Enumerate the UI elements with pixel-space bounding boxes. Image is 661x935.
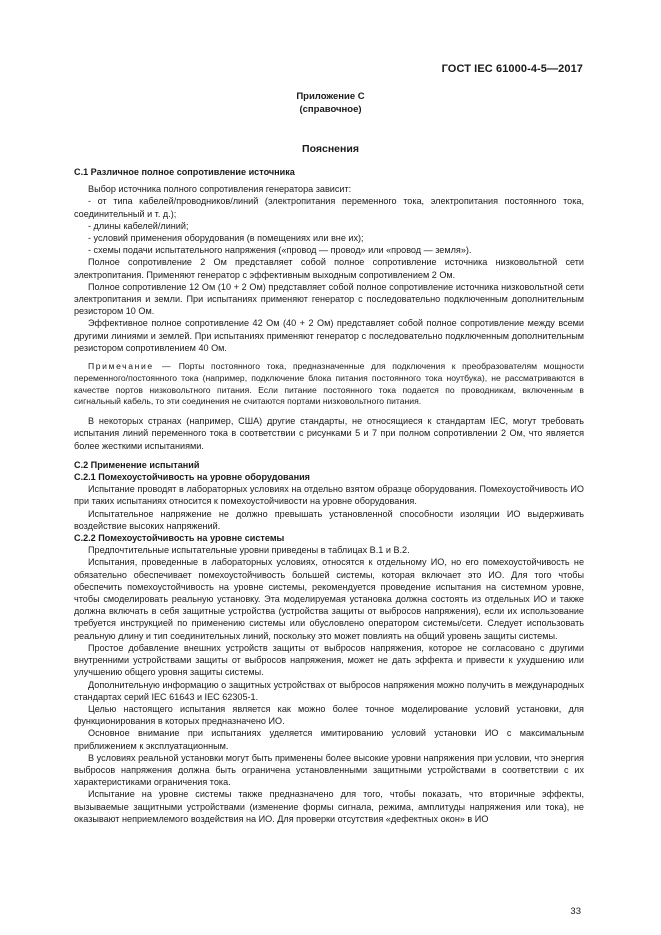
list-item: - схемы подачи испытательного напряжения («провод — провод» или «провод — земля»). [88, 245, 472, 256]
paragraph: Целью настоящего испытания является как можно более точное моделирование условий установки, для функционирования в которых предназначено ИО. [74, 703, 584, 727]
paragraph: Эффективное полное сопротивление 42 Ом (40 + 2 Ом) представляет собой полное сопротивление между всеми другими линиями и землей. При испытаниях применяют генератор с последовательно подключенным дополнительным резистором сопротивлением 40 Ом. [74, 318, 584, 353]
heading-c2: С.2 Применение испытаний [74, 459, 200, 470]
note-label: Примечание — [88, 361, 173, 372]
paragraph: Испытания, проведенные в лабораторных условиях, относятся к отдельному ИО, но его помехоустойчивость не обязательно обеспечивает помехоустойчивость большей системы, которая включает это ИО. Для того чтобы обеспечить помехоустойчивость на уровне системы, рекомендуется проведение испытания на системном уровне, чтобы смоделировать реальную установку. Эта моделируемая установка должна состоять из отдельных ИО и также должна включать в себя защитные устройства (устройства защиты от выбросов напряжения), если их использование требуется инструкцией по применению системы или обусловлено оператором системы/сети. Следует использовать реальную длину и тип соединительных линий, поскольку это может повлиять на общий уровень защиты системы. [74, 557, 584, 641]
heading-c1: С.1 Различное полное сопротивление источника [74, 167, 295, 177]
paragraph: Полное сопротивление 2 Ом представляет собой полное сопротивление источника низковольтной сети электропитания. Применяют генератор с эффективным выходным сопротивлением 2 Ом. [74, 257, 584, 280]
paragraph: Основное внимание при испытаниях уделяется имитированию условий установки ИО с максимальным приближением к эксплуатационным. [74, 728, 584, 751]
paragraph: Полное сопротивление 12 Ом (10 + 2 Ом) представляет собой полное сопротивление источника низковольтной сети электропитания и земли. При испытаниях применяют генератор с последовательно подключенным дополнительным резистором 10 Ом. [74, 281, 584, 317]
note [74, 361, 584, 408]
list-item: - длины кабелей/линий; [88, 220, 189, 231]
section-title: Пояснения [302, 143, 359, 155]
paragraph: Испытательное напряжение не должно превышать установленной способности изоляции ИО выдерживать воздействие высоких напряжений. [74, 508, 584, 531]
appendix-title: Приложение С [296, 91, 365, 102]
list-item: - условий применения оборудования (в помещениях или вне их); [88, 233, 364, 244]
heading-c2-1: С.2.1 Помехоустойчивость на уровне оборудования [74, 472, 310, 483]
page-number: 33 [570, 906, 581, 917]
note-text: Порты постоянного тока, предназначенные для подключения к преобразователям мощности переменного/постоянного тока (например, подключение блока питания постоянного тока ноутбука), не рассматриваются в качестве портов низковольтного питания. Если питание постоянного тока подается по проводникам, включенным в сигнальный кабель, то эти соединения не считаются портами низковольтного питания. [74, 361, 584, 407]
paragraph: Выбор источника полного сопротивления генератора зависит: [88, 184, 352, 195]
paragraph: Предпочтительные испытательные уровни приведены в таблицах В.1 и В.2. [88, 545, 410, 556]
paragraph: В некоторых странах (например, США) другие стандарты, не относящиеся к стандартам IEC, могут требовать испытания линий переменного тока в соответствии с рисунками 5 и 7 при полном сопротивлении 2 Ом, что является более жесткими испытаниями. [74, 416, 584, 451]
list-item: - от типа кабелей/проводников/линий (электропитания переменного тока, электропитания постоянного тока, соединительный и т. д.); [74, 196, 584, 219]
standard-header: ГОСТ IEC 61000-4-5—2017 [441, 63, 583, 75]
document-body [74, 166, 584, 825]
heading-c2-2: С.2.2 Помехоустойчивость на уровне системы [74, 533, 285, 544]
paragraph: Дополнительную информацию о защитных устройствах от выбросов напряжения можно получить в международных стандартах серий IEC 61643 и IEC 62305-1. [74, 679, 584, 702]
appendix-subtitle: (справочное) [299, 104, 362, 115]
paragraph: Простое добавление внешних устройств защиты от выбросов напряжения, которое не согласовано с другими внутренними устройствами защиты от выбросов напряжения, может не дать эффекта и привести к ухудшению или улучшению общего уровня защиты системы. [74, 642, 584, 678]
paragraph: Испытание проводят в лабораторных условиях на отдельно взятом образце оборудования. Помехоустойчивость ИО при таких испытаниях относится к помехоустойчивости на уровне оборудования. [74, 484, 584, 507]
paragraph: В условиях реальной установки могут быть применены более высокие уровни напряжения при условии, что энергия выбросов напряжения должна быть ограничена установленными защитными устройствами в соответствии с их характеристиками ограничения тока. [74, 752, 584, 788]
paragraph: Испытание на уровне системы также предназначено для того, чтобы показать, что вторичные эффекты, вызываемые защитными устройствами (изменение формы сигнала, режима, амплитуды напряжения или тока), не оказывают неприемлемого воздействия на ИО. Для проверки отсутствия «дефектных окон» в ИО [74, 789, 584, 824]
